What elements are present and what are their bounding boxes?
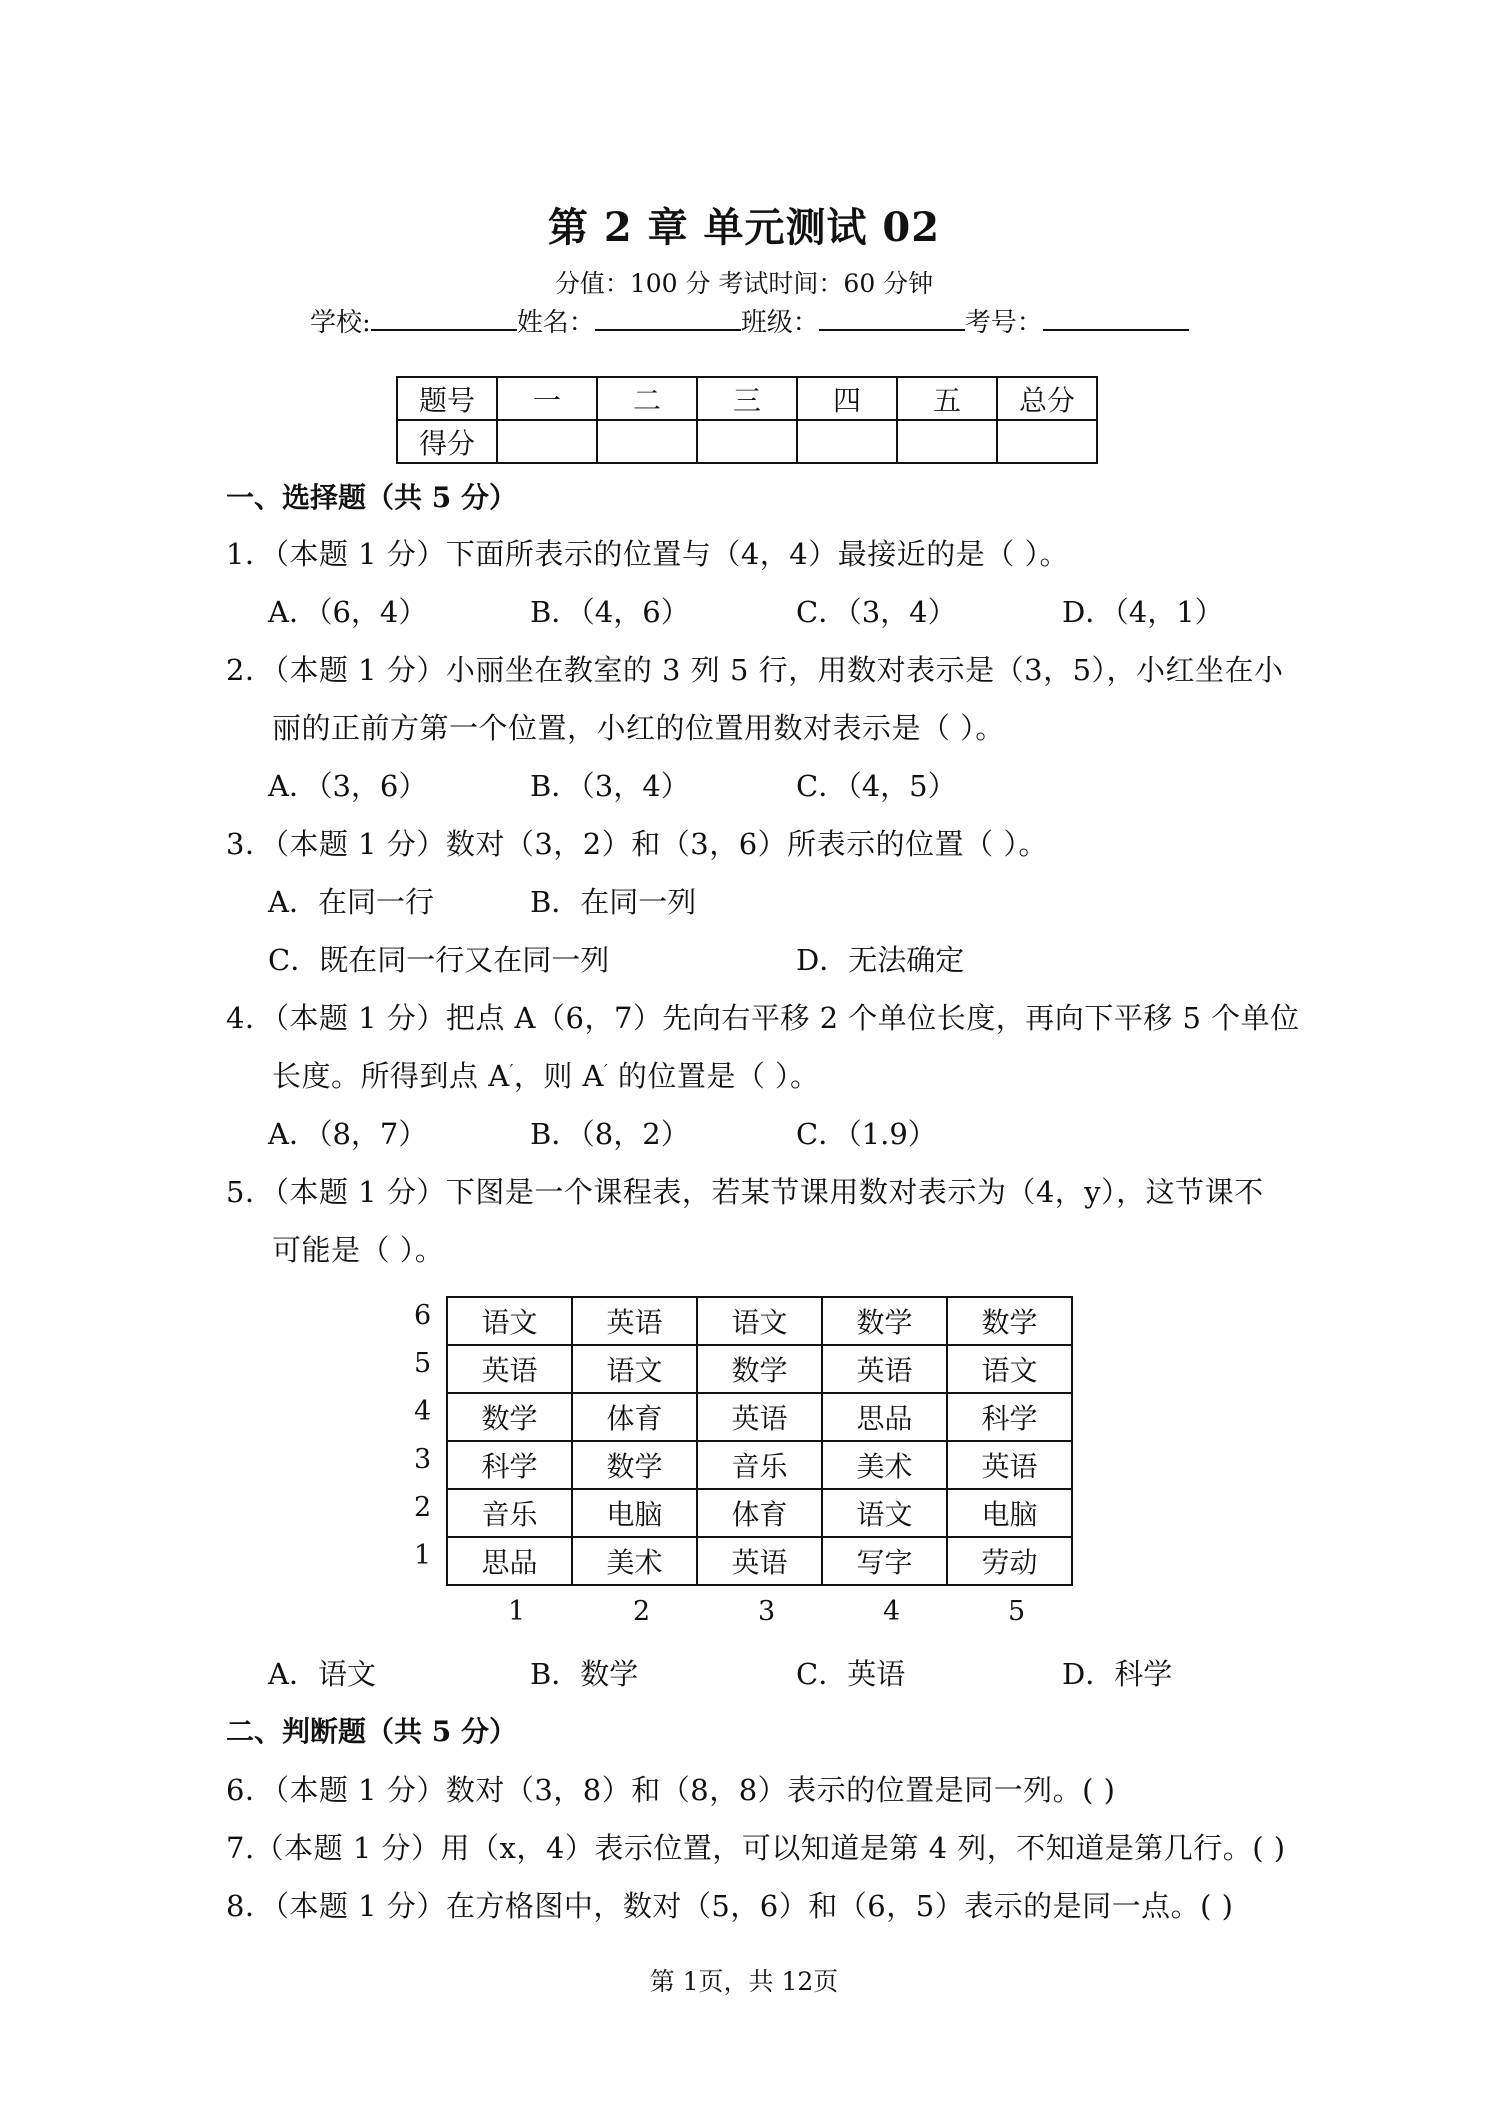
schedule-cell: 语文: [947, 1345, 1072, 1393]
q5-option-c[interactable]: C．英语: [796, 1657, 906, 1691]
section-heading-choice: 一、选择题（共 5 分）: [226, 481, 517, 514]
student-info-fields: [310, 302, 1189, 339]
class-label: 班级：: [740, 308, 819, 338]
schedule-cell: 语文: [572, 1345, 697, 1393]
q1-option-d[interactable]: D．（4，1）: [1062, 595, 1224, 629]
schedule-cell: 体育: [697, 1489, 822, 1537]
score-input-cell[interactable]: [797, 420, 897, 463]
question-6: 6．（本题 1 分）数对（3，8）和（8，8）表示的位置是同一列。( ): [226, 1773, 1116, 1807]
schedule-row-label: 3: [414, 1444, 432, 1475]
score-cell: 得分: [397, 420, 497, 463]
schedule-cell: 语文: [447, 1297, 572, 1345]
schedule-col-label: 2: [633, 1596, 651, 1627]
exam-number-label: 考号：: [964, 308, 1043, 338]
schedule-cell: 英语: [697, 1393, 822, 1441]
page-title: 第 2 章 单元测试 02: [547, 204, 941, 251]
schedule-cell: 语文: [697, 1297, 822, 1345]
q4-text-part: ，则 A: [513, 1059, 604, 1093]
score-table-score-row: [397, 420, 1097, 463]
q2-option-c[interactable]: C．（4，5）: [796, 769, 957, 803]
schedule-cell: 劳动: [947, 1537, 1072, 1585]
schedule-row-label: 6: [414, 1300, 432, 1331]
score-table-header-row: [397, 377, 1097, 420]
page-number: 第 1页，共 12页: [649, 1967, 839, 1996]
schedule-row: [447, 1489, 1072, 1537]
question-2-line-2: 丽的正前方第一个位置，小红的位置用数对表示是（ ）。: [272, 711, 1005, 745]
schedule-cell: 音乐: [447, 1489, 572, 1537]
question-7: 7.（本题 1 分）用（x，4）表示位置，可以知道是第 4 列，不知道是第几行。( ): [226, 1831, 1286, 1865]
score-cell: 二: [597, 377, 697, 420]
question-2-line-1: 2．（本题 1 分）小丽坐在教室的 3 列 5 行，用数对表示是（3，5），小红坐在小: [226, 653, 1284, 687]
schedule-col-label: 5: [1008, 1596, 1026, 1627]
score-input-cell[interactable]: [997, 420, 1097, 463]
prime-mark: ′: [603, 1060, 609, 1080]
schedule-row: [447, 1345, 1072, 1393]
q3-option-d[interactable]: D．无法确定: [796, 943, 965, 977]
schedule-row-label: 2: [414, 1492, 432, 1523]
question-1: 1．（本题 1 分）下面所表示的位置与（4，4）最接近的是（ ）。: [226, 537, 1069, 571]
schedule-col-label: 3: [758, 1596, 776, 1627]
score-cell: 题号: [397, 377, 497, 420]
q5-option-a[interactable]: A．语文: [268, 1657, 376, 1691]
schedule-cell: 英语: [822, 1345, 947, 1393]
q5-option-d[interactable]: D．科学: [1062, 1657, 1173, 1691]
schedule-cell: 英语: [447, 1345, 572, 1393]
schedule-cell: 科学: [947, 1393, 1072, 1441]
exam-number-blank[interactable]: [1043, 305, 1189, 331]
schedule-cell: 数学: [447, 1393, 572, 1441]
schedule-cell: 电脑: [572, 1489, 697, 1537]
schedule-cell: 数学: [822, 1297, 947, 1345]
score-table: [396, 376, 1098, 464]
schedule-row: [447, 1537, 1072, 1585]
question-5-line-1: 5．（本题 1 分）下图是一个课程表，若某节课用数对表示为（4，y），这节课不: [226, 1175, 1264, 1209]
schedule-cell: 数学: [697, 1345, 822, 1393]
score-cell: 一: [497, 377, 597, 420]
schedule-row-label: 5: [414, 1348, 432, 1379]
score-cell: 三: [697, 377, 797, 420]
q4-text-part: 的位置是（ ）。: [608, 1059, 820, 1093]
schedule-cell: 数学: [947, 1297, 1072, 1345]
score-cell: 四: [797, 377, 897, 420]
q3-option-a[interactable]: A．在同一行: [268, 885, 434, 919]
schedule-cell: 数学: [572, 1441, 697, 1489]
schedule-cell: 写字: [822, 1537, 947, 1585]
schedule-cell: 英语: [572, 1297, 697, 1345]
class-blank[interactable]: [819, 305, 965, 331]
score-input-cell[interactable]: [697, 420, 797, 463]
q4-option-b[interactable]: B．（8，2）: [530, 1117, 690, 1151]
schedule-row: [447, 1441, 1072, 1489]
score-cell: 总分: [997, 377, 1097, 420]
schedule-cell: 思品: [447, 1537, 572, 1585]
q1-option-b[interactable]: B．（4，6）: [530, 595, 690, 629]
schedule-row: [447, 1393, 1072, 1441]
schedule-cell: 美术: [572, 1537, 697, 1585]
schedule-cell: 美术: [822, 1441, 947, 1489]
question-4-line-1: 4．（本题 1 分）把点 A（6，7）先向右平移 2 个单位长度，再向下平移 5 个单位: [226, 1001, 1300, 1035]
schedule-col-label: 1: [508, 1596, 526, 1627]
q1-option-c[interactable]: C．（3，4）: [796, 595, 957, 629]
schedule-cell: 音乐: [697, 1441, 822, 1489]
schedule-cell: 思品: [822, 1393, 947, 1441]
school-label: 学校:: [310, 308, 371, 338]
score-cell: 五: [897, 377, 997, 420]
schedule-cell: 电脑: [947, 1489, 1072, 1537]
prime-mark: ′: [509, 1060, 514, 1080]
schedule-col-label: 4: [883, 1596, 901, 1627]
school-blank[interactable]: [371, 305, 517, 331]
score-input-cell[interactable]: [497, 420, 597, 463]
schedule-row-label: 1: [414, 1540, 432, 1571]
q1-option-a[interactable]: A．（6，4）: [268, 595, 428, 629]
schedule-row: [447, 1297, 1072, 1345]
q2-option-b[interactable]: B．（3，4）: [530, 769, 690, 803]
question-5-line-2: 可能是（ ）。: [272, 1233, 445, 1267]
schedule-cell: 英语: [947, 1441, 1072, 1489]
q4-option-a[interactable]: A．（8，7）: [268, 1117, 428, 1151]
score-input-cell[interactable]: [597, 420, 697, 463]
schedule-row-label: 4: [414, 1396, 432, 1427]
question-8: 8．（本题 1 分）在方格图中，数对（5，6）和（6，5）表示的是同一点。( ): [226, 1889, 1234, 1923]
schedule-table: [446, 1296, 1073, 1586]
question-3: 3．（本题 1 分）数对（3，2）和（3，6）所表示的位置（ ）。: [226, 827, 1048, 861]
name-blank[interactable]: [595, 305, 741, 331]
q3-option-b[interactable]: B．在同一列: [530, 885, 697, 919]
q3-option-c[interactable]: C．既在同一行又在同一列: [268, 943, 610, 977]
schedule-cell: 英语: [697, 1537, 822, 1585]
section-heading-judgment: 二、判断题（共 5 分）: [226, 1715, 517, 1748]
schedule-cell: 语文: [822, 1489, 947, 1537]
schedule-cell: 体育: [572, 1393, 697, 1441]
q4-option-c[interactable]: C．（1.9）: [796, 1117, 937, 1151]
q2-option-a[interactable]: A．（3，6）: [268, 769, 428, 803]
score-input-cell[interactable]: [897, 420, 997, 463]
exam-meta: 分值：100 分 考试时间：60 分钟: [554, 269, 934, 298]
schedule-cell: 科学: [447, 1441, 572, 1489]
question-4-line-2: [272, 1054, 820, 1095]
q5-option-b[interactable]: B．数学: [530, 1657, 639, 1691]
q4-text-part: 长度。所得到点 A: [272, 1059, 510, 1093]
name-label: 姓名：: [516, 308, 595, 338]
